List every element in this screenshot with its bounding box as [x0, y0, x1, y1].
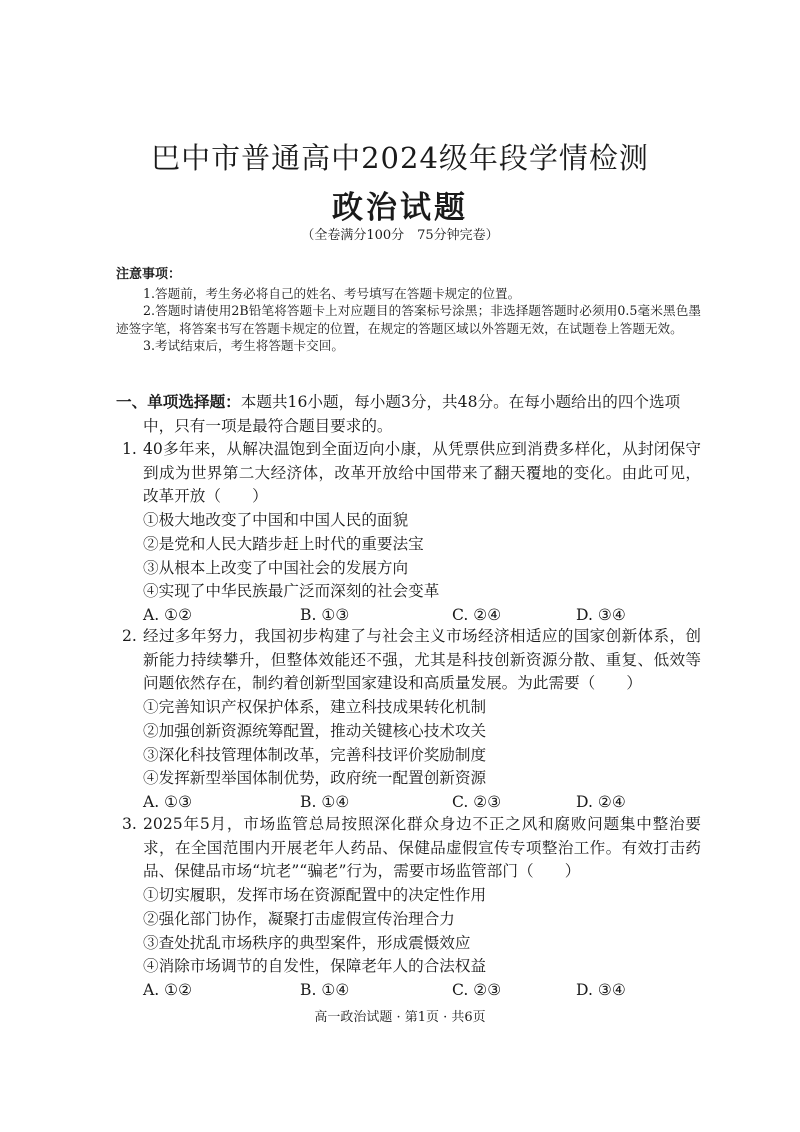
section-header — [116, 390, 701, 438]
score-note: （全卷满分100分 75分钟完卷） — [301, 228, 499, 243]
statement-option: ③深化科技管理体制改革，完善科技评价奖励制度 — [143, 745, 487, 764]
question-1 — [116, 438, 701, 628]
question-number: 3. — [122, 815, 137, 833]
choice-a: A. ①③ — [143, 792, 193, 811]
choice-b: B. ①③ — [300, 605, 350, 624]
question-stem — [116, 438, 701, 509]
question-3 — [116, 813, 701, 1003]
choice-b: B. ①④ — [300, 792, 350, 811]
choice-c: C. ②③ — [452, 792, 502, 811]
section-desc-line1: 本题共16小题，每小题3分，共48分。在每小题给出的四个选项 — [240, 393, 681, 411]
answer-choices — [116, 979, 701, 1003]
notice-title: 注意事项： — [116, 267, 182, 282]
notice-item: 2.答题时请使用2B铅笔将答题卡上对应题目的答案标号涂黑；非选择题答题时必须用0.5毫米黑色墨迹签字笔，将答案书写在答题卡规定的位置，在规定的答题区域以外答题无效，在试题卷上答题无效。 — [116, 303, 701, 336]
question-text: 2025年5月，市场监管总局按照深化群众身边不正之风和腐败问题集中整治要求，在全国范围内开展老年人药品、保健品虚假宣传专项整治工作。有效打击药品、保健品市场“坑老”“骗老”行为，需要市场监管部门（ ） — [143, 815, 701, 881]
question-2 — [116, 625, 701, 815]
page-footer: 高一政治试题 · 第1页 · 共6页 — [314, 1010, 486, 1025]
statement-option: ③从根本上改变了中国社会的发展方向 — [143, 558, 409, 577]
statement-option: ③查处扰乱市场秩序的典型案件，形成震慑效应 — [143, 933, 471, 952]
exam-title: 巴中市普通高中2024级年段学情检测 — [151, 141, 649, 175]
answer-choices — [116, 791, 701, 815]
choice-c: C. ②④ — [452, 605, 502, 624]
choice-a: A. ①② — [143, 605, 193, 624]
statement-option: ②强化部门协作，凝聚打击虚假宣传治理合力 — [143, 909, 455, 928]
section-intro — [116, 390, 701, 414]
statement-option: ②加强创新资源统筹配置，推动关键核心技术攻关 — [143, 721, 487, 740]
statement-option: ④消除市场调节的自发性，保障老年人的合法权益 — [143, 957, 487, 976]
question-number: 2. — [122, 627, 137, 645]
notice-item: 1.答题前，考生务必将自己的姓名、考号填写在答题卡规定的位置。 — [143, 285, 521, 301]
question-stem — [116, 625, 701, 696]
statement-option: ②是党和人民大踏步赶上时代的重要法宝 — [143, 534, 424, 553]
statement-option: ①完善知识产权保护体系，建立科技成果转化机制 — [143, 698, 487, 717]
choice-d: D. ②④ — [576, 792, 626, 811]
section-intro-continued — [116, 414, 701, 438]
statement-option: ①极大地改变了中国和中国人民的面貌 — [143, 511, 409, 530]
notice-item: 3.考试结束后，考生将答题卡交回。 — [143, 338, 344, 354]
choice-b: B. ①④ — [300, 980, 350, 999]
choice-d: D. ③④ — [576, 605, 626, 624]
question-text: 40多年来，从解决温饱到全面迈向小康，从凭票供应到消费多样化，从封闭保守到成为世界第二大经济体，改革开放给中国带来了翻天覆地的变化。由此可见，改革开放（ ） — [143, 440, 701, 506]
statement-option: ①切实履职，发挥市场在资源配置中的决定性作用 — [143, 886, 487, 905]
section-desc-line2: 中，只有一项是最符合题目要求的。 — [143, 417, 393, 435]
question-text: 经过多年努力，我国初步构建了与社会主义市场经济相适应的国家创新体系，创新能力持续攀升，但整体效能还不强，尤其是科技创新资源分散、重复、低效等问题依然存在，制约着创新型国家建设和高质量发展。为此需要（ ） — [143, 627, 701, 693]
question-stem — [116, 813, 701, 884]
exam-subject: 政治试题 — [332, 190, 468, 226]
statement-option: ④发挥新型举国体制优势，政府统一配置创新资源 — [143, 769, 487, 788]
question-number: 1. — [122, 440, 137, 458]
section-label: 一、单项选择题： — [116, 393, 241, 411]
choice-a: A. ①② — [143, 980, 193, 999]
statement-option: ④实现了中华民族最广泛而深刻的社会变革 — [143, 582, 440, 601]
notice-block — [116, 266, 701, 355]
choice-d: D. ③④ — [576, 980, 626, 999]
choice-c: C. ②③ — [452, 980, 502, 999]
